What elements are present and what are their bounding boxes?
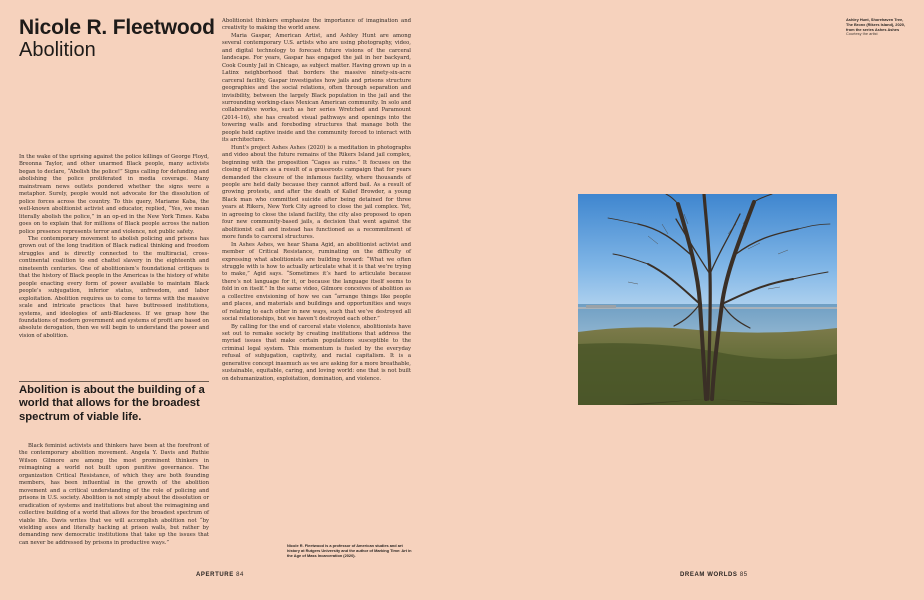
photo-shorehaven-tree <box>578 194 837 405</box>
paragraph: Maria Gaspar, American Artist, and Ashley Hunt are among several contemporary U.S. artists who are using photography, video, and digital technology to forecast future visions of the carceral landscape. For years, Gaspar has engaged the jail in her backyard, Cook County Jail in Chicago, as subject matter. Having grown up in a Latinx neighborhood that borders the massive ninety-six-acre carceral facility, Gaspar investigates how jails and prisons structure geographies and the social relations, often through separation and invisibility, between the largely Black population in the jail and the surrounding working-class Mexican American community. In solo and collaborative works, such as her series Wretched and Paramount (2014–16), she has created visual pathways and openings into the towering walls and foreboding structures that manage both the people held captive inside and the community forced to interact with its architecture. <box>222 32 411 144</box>
folio-left <box>196 571 244 579</box>
photo-caption <box>846 18 908 37</box>
column-left-top <box>19 154 209 340</box>
paragraph: By calling for the end of carceral state violence, abolitionists have set out to remake society by creating institutions that address the myriad issues that make certain populations susceptible to the criminal legal system. This momentum is fueled by the everyday refusal of subjugation, captivity, and racial capitalism. It is a generative concept inasmuch as we are asking for a more breathable, sustainable, equitable, caring, and loving world: one that is not built on dehumanization, exploitation, domination, and violence. <box>222 323 411 382</box>
folio-left-name: APERTURE <box>196 572 234 578</box>
pull-quote: Abolition is about the building of a world that allows for the broadest spectrum of viable life. <box>19 384 205 423</box>
column-left-bottom <box>19 443 209 547</box>
author-bio: Nicole R. Fleetwood is a professor of American studies and art history at Rutgers University and the author of Marking Time: Art in the Age of Mass Incarceration (2020). <box>287 543 412 559</box>
paragraph: In Ashes Ashes, we hear Shana Agid, an abolitionist activist and member of Critical Resistance, ruminating on the difficulty of expressing what abolitionists are building toward: “What we often struggle with is how to actually articulate what it is that we’re trying to make,” Agid says. “Sometimes it’s hard to articulate because there’s not language for it, or because the language itself seems to fold in on itself.” In the same video, Gilmore conceives of abolition as a collective envisioning of how we can “arrange things like people and places, and materials and buildings and opportunities and ways of relating to each other in new ways, such that we’ve destroyed all social relationships, but we haven’t destroyed each other.” <box>222 241 411 323</box>
author-name: Nicole R. Fleetwood <box>19 16 215 39</box>
paragraph: Black feminist activists and thinkers have been at the forefront of the contemporary abolition movement. Angela Y. Davis and Ruthie Wilson Gilmore are among the most prominent thinkers in reimagining a world not built upon punitive governance. The organization Critical Resistance, of which they are both founding members, has been influential in the growth of the abolition movement and a critical understanding of the role of policing and prisons in U.S. society. Abolition is not simply about the dissolution or eradication of systems and institutions but about the reimagining and collective building of a world that allows for the broadest spectrum of viable life. Davis writes that we will accomplish abolition not “by wielding axes and literally hacking at prison walls, but rather by demanding new democratic institutions that take up the issues that can never be addressed by prisons in productive ways.” <box>19 443 209 546</box>
caption-title: Ashley Hunt, Shorehaven Tree, The Bronx (Rikers Island), 2020, from the series Ashes Ashes <box>846 17 906 32</box>
paragraph: Abolitionist thinkers emphasize the importance of imagination and creativity to making the world anew. <box>222 18 411 32</box>
folio-right <box>680 571 748 579</box>
folio-right-page: 85 <box>739 572 748 578</box>
column-right <box>222 18 411 383</box>
essay-title: Abolition <box>19 39 96 61</box>
paragraph: The contemporary movement to abolish policing and prisons has grown out of the long tradition of Black radical thinking and freedom struggles and is directly connected to the multiracial, cross-continental coalition to end chattel slavery in the eighteenth and nineteenth centuries. One of abolitionism’s foundational critiques is that the history of Black people in the Americas is the history of white people enacting every form of power available to maintain Black people’s subjugation, inferior status, unfreedom, and labor exploitation. Abolition requires us to come to terms with the massive scale and intricate practices that have buttressed institutions, systems, and ideologies of anti-Blackness. If we grasp how the foundations of modern government and systems of profit are based on absolute derogation, then we will begin to understand the power and vision of abolition. <box>19 235 209 339</box>
paragraph: In the wake of the uprising against the police killings of George Floyd, Breonna Taylor, and other unarmed Black people, many activists began to declare, “Abolish the police!” Signs calling for defunding and abolishing the police proliferated in media coverage. Many mainstream news outlets pondered whether the signs were a metaphor. Surely, people would not advocate for the dissolution of police forces across the country. To this query, Mariame Kaba, the well-known abolitionist activist and educator, replied, “Yes, we mean literally abolish the police,” in an op-ed in the New York Times. Kaba goes on to explain that for millions of Black people across the nation police presence represents terror and violence, not public safety. <box>19 154 209 235</box>
folio-left-page: 84 <box>236 572 244 578</box>
caption-credit: Courtesy the artist <box>846 31 878 37</box>
paragraph: Hunt’s project Ashes Ashes (2020) is a meditation in photographs and video about the future remains of the Rikers Island jail complex, beginning with the proposition “Cages as ruins.” It focuses on the closing of Rikers as a result of a grassroots campaign that for years demanded the closure of the infamous facility, where thousands of people are held daily because they cannot afford bail. As a result of growing protests, and after the death of Kalief Browder, a young Black man who committed suicide after being detained for three years at Rikers, New York City agreed to close the jail complex. Yet, in agreeing to close the island facility, the city also proposed to open four new community-based jails, a decision that went against the abolitionist call and instead has functioned as a recommitment of more funds to carceral structures. <box>222 144 411 241</box>
folio-right-name: DREAM WORLDS <box>680 572 738 578</box>
